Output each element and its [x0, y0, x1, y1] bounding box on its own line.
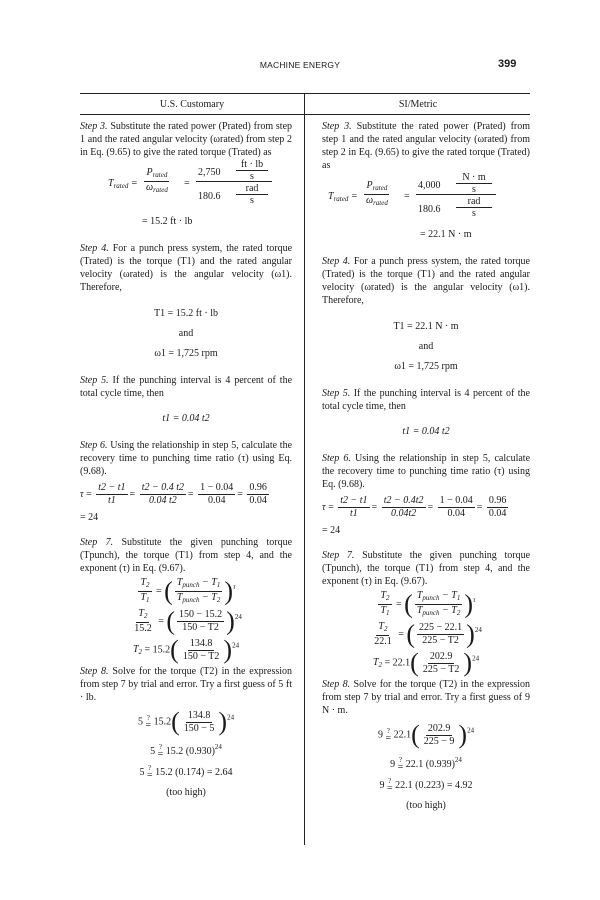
unit: s — [250, 171, 254, 182]
exponent: 24 — [472, 654, 480, 663]
symbol: = — [385, 732, 392, 744]
fraction — [487, 495, 509, 520]
symbol: = — [237, 488, 243, 500]
symbol: = — [86, 488, 92, 500]
symbol: = — [328, 501, 334, 513]
symbol: T — [372, 657, 379, 669]
trial-line-3 — [322, 778, 530, 793]
subscript: rated — [153, 186, 168, 194]
denominator: 225 − T2 — [422, 635, 459, 646]
coefficient: 22.1 — [392, 657, 411, 669]
guess: 5 — [150, 746, 156, 757]
symbol: = — [184, 178, 190, 189]
numerator: 202.9 — [427, 722, 451, 734]
torque-ratio-substituted: $\frac{T_2}{22.1}$ = ( $\frac{225 - 22.1}{225 - T2}$ )$^{24}$ — [374, 619, 482, 649]
symbol: ? — [146, 713, 150, 722]
and-text: and — [418, 341, 434, 352]
subscript: 2 — [146, 581, 150, 589]
symbol: T — [176, 592, 183, 603]
step5-paragraph — [80, 374, 292, 400]
denominator: 22.1 — [374, 636, 392, 647]
exponent: 24 — [214, 743, 222, 751]
step-text: For a punch press system, the rated torque (Trated) is the torque (T1) and the rated angular velocity (ωrated) is the angular velocity (ω1). Therefore, — [322, 256, 530, 306]
symbol: = — [145, 719, 152, 731]
step-label: Step 8. — [322, 679, 351, 690]
symbol: τ — [80, 488, 84, 500]
symbol: ? — [158, 743, 162, 752]
exponent: 24 — [232, 641, 240, 650]
subscript: 2 — [386, 594, 390, 602]
fraction — [140, 482, 186, 507]
t1-relation: t1 = 0.04 t2 — [162, 413, 210, 424]
subscript: punch — [182, 581, 200, 589]
tau-equation — [322, 495, 530, 520]
symbol: T — [140, 592, 147, 603]
power-over-omega — [364, 180, 390, 209]
tau-result: = 24 — [80, 512, 99, 523]
torque-t2-expression: $T_2 = 22.1$( $\frac{202.9}{225 - T2}$ )$^{24}$ — [372, 648, 480, 677]
subscript: 1 — [456, 594, 461, 602]
table-top-rule — [80, 93, 530, 94]
denominator: 150 − T2 — [182, 650, 220, 662]
table-heading-rule — [80, 114, 530, 115]
symbol: ω — [366, 195, 374, 206]
subscript: 2 — [378, 661, 382, 670]
numerator: 0.96 — [488, 495, 507, 506]
fraction — [198, 482, 235, 507]
omega-1: ω1 = 1,725 rpm — [154, 348, 218, 359]
subscript: rated — [113, 182, 129, 190]
trial-line-2 — [80, 741, 292, 759]
step-text: Substitute the rated power (Prated) from step 1 and the rated angular velocity (ωrated) from step 2 in Eq. (9.65) to give the rated torque (Trated) as — [80, 121, 293, 158]
numerator: t2 − 0.4 t2 — [141, 482, 184, 493]
exponent: 24 — [454, 756, 462, 764]
torque-t1: T1 = 15.2 ft · lb — [154, 308, 218, 319]
guess: 5 — [137, 716, 143, 728]
symbol: τ — [322, 501, 326, 513]
symbol: = — [188, 488, 194, 500]
symbol: = — [156, 585, 162, 597]
denominator: 0.04 — [488, 508, 507, 519]
torque-t2-expression: $T_2 = 15.2$( $\frac{134.8}{150 - T2}$ )$^{24}$ — [132, 635, 240, 664]
rated-angular-velocity: 180.6 — [418, 204, 441, 215]
step8-paragraph — [80, 665, 292, 704]
exponent: 24 — [467, 726, 475, 735]
step-text: If the punching interval is 4 percent of the total cycle time, then — [80, 375, 293, 399]
symbol: ? — [386, 726, 390, 735]
torque-ratio-substituted: $\frac{T_2}{15.2}$ = ( $\frac{150 - 15.2}{150 - T2}$ )$^{24}$ — [134, 606, 242, 636]
symbol: ? — [388, 777, 392, 786]
symbol: T — [108, 178, 114, 189]
step-label: Step 5. — [80, 375, 109, 386]
step-label: Step 6. — [322, 453, 351, 464]
symbol: = — [157, 749, 164, 761]
too-high-note: (too high) — [166, 787, 206, 799]
trial-line-2 — [322, 754, 530, 772]
rated-torque-equation — [322, 172, 530, 224]
trial-line-1: 9 ? = 22.1( $\frac{202.9}{225 - 9}$ )$^{24}$ — [377, 720, 475, 749]
symbol: P — [146, 167, 153, 178]
numerator: t2 − 0.4t2 — [383, 495, 424, 506]
exponent: 24 — [227, 713, 235, 722]
guess: 9 — [377, 729, 383, 741]
numerator: 202.9 — [429, 650, 453, 662]
column-heading-us: U.S. Customary — [159, 99, 225, 110]
denominator: 0.04 t2 — [148, 495, 177, 506]
subscript: 1 — [386, 609, 390, 617]
denominator: 225 − T2 — [422, 663, 460, 675]
denominator: t1 — [108, 495, 116, 506]
denominator: t1 — [350, 508, 358, 519]
symbol: = — [476, 501, 483, 513]
subscript: 1 — [146, 596, 150, 604]
denominator: 15.2 — [134, 623, 152, 634]
step-label: Step 7. — [80, 537, 114, 548]
page-number: 399 — [498, 58, 517, 70]
step6-paragraph — [322, 452, 530, 491]
symbol: = — [147, 770, 153, 782]
rated-power: 4,000 — [418, 180, 441, 191]
symbol: T — [416, 590, 423, 601]
step-text: Substitute the given punching torque (Tpunch), the torque (T1) from step 4, and the exponent (τ) in Eq. (9.67). — [80, 537, 293, 574]
symbol: = — [396, 598, 402, 610]
symbol: T — [380, 605, 387, 616]
step-text: For a punch press system, the rated torque (Trated) is the torque (T1) and the rated angular velocity (ωrated) is the angular velocity (ω1). Therefore, — [80, 243, 293, 293]
rated-torque-result: = 22.1 N · m — [420, 229, 472, 240]
symbol: = — [387, 783, 393, 795]
step-label: Step 3. — [322, 121, 352, 132]
subscript: punch — [422, 594, 440, 602]
numerator: 134.8 — [189, 637, 213, 649]
rated-torque-result: = 15.2 ft · lb — [142, 216, 193, 227]
fraction — [382, 495, 426, 520]
numerator: 225 − 22.1 — [419, 622, 463, 633]
subscript: 2 — [138, 648, 142, 657]
symbol: T — [138, 608, 144, 619]
step-label: Step 3. — [80, 121, 108, 132]
fraction — [247, 482, 269, 507]
step-text: Substitute the rated power (Prated) from step 1 and the rated angular velocity (ωrated) from step 2 in Eq. (9.65) to give the rated torque (Trated) as — [322, 121, 531, 171]
denominator: 0.04 — [447, 508, 465, 519]
denominator: 0.04t2 — [390, 508, 417, 519]
exponent: 24 — [474, 625, 482, 634]
coefficient: 15.2 — [153, 716, 172, 728]
denominator: 0.04 — [249, 495, 267, 506]
step-label: Step 8. — [80, 666, 109, 677]
symbol: = — [398, 628, 404, 640]
step-text: If the punching interval is 4 percent of the total cycle time, then — [322, 388, 530, 412]
unit: s — [250, 195, 254, 206]
step-label: Step 5. — [322, 388, 351, 399]
torque-ratio-general: $\frac{T_2}{T_1}$ = ( $\frac{T_{punch} - T_1}{T_{punch} - T_2}$ )$^\tau$ — [380, 589, 476, 619]
step-label: Step 7. — [322, 550, 355, 561]
subscript: rated — [152, 171, 168, 179]
subscript: rated — [372, 184, 388, 192]
coefficient: 22.1 — [393, 729, 412, 741]
numerator: t2 − t1 — [340, 495, 368, 506]
coefficient: 15.2 — [152, 644, 171, 656]
symbol: = — [158, 615, 164, 627]
symbol: T — [328, 191, 334, 202]
trial-line-1: 5 ? = 15.2( $\frac{134.8}{150 - 5}$ )$^{24}$ — [137, 707, 235, 736]
running-header-title: MACHINE ENERGY — [259, 60, 341, 70]
tau-result: = 24 — [322, 525, 341, 536]
si-metric-column — [322, 120, 530, 812]
symbol: T — [451, 590, 457, 601]
step-text: Using the relationship in step 5, calculate the recovery time to punching time ratio (τ) using Eq. (9.68). — [322, 453, 531, 490]
symbol: T — [140, 577, 147, 588]
power-over-omega — [144, 167, 170, 196]
symbol: T — [132, 644, 139, 656]
symbol: ω — [146, 182, 154, 193]
step3-paragraph — [80, 120, 292, 159]
numerator: 0.96 — [249, 482, 267, 493]
subscript: 2 — [383, 625, 388, 633]
trial-result: 15.2 (0.174) = 2.64 — [155, 767, 233, 778]
exponent: τ — [473, 595, 476, 604]
step6-paragraph — [80, 439, 292, 478]
torque-t1: T1 = 22.1 N · m — [393, 321, 459, 332]
subscript: 2 — [456, 609, 461, 617]
step-text: Using the relationship in step 5, calculate the recovery time to punching time ratio (τ) using Eq. (9.68). — [80, 440, 293, 477]
symbol: ? — [398, 756, 402, 765]
symbol: = — [397, 762, 404, 774]
torque-ratio-general: $\frac{T_2}{T_1}$ = ( $\frac{T_{punch} - T_1}{T_{punch} - T_2}$ )$^\tau$ — [140, 576, 236, 606]
step-label: Step 4. — [80, 243, 109, 254]
denominator: 225 − 9 — [423, 735, 455, 747]
subscript: 2 — [143, 612, 148, 620]
step7-paragraph — [80, 536, 292, 575]
unit: s — [472, 208, 476, 219]
step-text: Solve for the torque (T2) in the expression from step 7 by trial and error. Try a first guess of 9 N · m. — [322, 679, 531, 716]
symbol: T — [451, 605, 457, 616]
step8-paragraph — [322, 678, 530, 717]
step5-paragraph — [322, 387, 530, 413]
symbol: = — [144, 644, 151, 656]
exponent: τ — [233, 582, 236, 591]
subscript: 2 — [216, 596, 221, 604]
unit: s — [472, 184, 476, 195]
symbol: T — [176, 577, 183, 588]
symbol: T — [380, 590, 387, 601]
numerator: 150 − 15.2 — [179, 609, 223, 620]
guess: 9 — [390, 759, 396, 770]
tau-equation — [80, 482, 292, 507]
symbol: T — [211, 592, 217, 603]
fraction — [438, 495, 475, 520]
and-text: and — [178, 328, 194, 339]
t1-relation: t1 = 0.04 t2 — [402, 426, 450, 437]
subscript: rated — [373, 199, 388, 207]
symbol: = — [129, 488, 136, 500]
symbol: ? — [148, 764, 152, 773]
trial-value: 22.1 (0.939) — [405, 759, 455, 770]
symbol: = — [371, 501, 378, 513]
denominator: 150 − T2 — [182, 622, 219, 633]
step4-paragraph — [80, 242, 292, 294]
fraction — [338, 495, 369, 520]
unit: rad — [236, 183, 268, 195]
subscript: rated — [333, 195, 349, 203]
numerator: t2 − t1 — [98, 482, 126, 493]
symbol: P — [366, 180, 373, 191]
fraction — [96, 482, 127, 507]
unit: N · m — [456, 172, 492, 184]
rated-angular-velocity: 180.6 — [198, 191, 221, 202]
step4-paragraph — [322, 255, 530, 307]
step7-paragraph — [322, 549, 530, 588]
numerator: 1 − 0.04 — [200, 482, 234, 493]
denominator: 0.04 — [207, 495, 226, 506]
too-high-note: (too high) — [406, 800, 446, 812]
us-customary-column — [80, 120, 292, 799]
omega-1: ω1 = 1,725 rpm — [394, 361, 458, 372]
unit: rad — [456, 196, 492, 208]
guess: 5 — [139, 767, 145, 778]
numerator: 1 − 0.04 — [439, 495, 473, 506]
symbol: = — [427, 501, 434, 513]
rated-power: 2,750 — [198, 167, 221, 178]
symbol: = — [350, 191, 358, 202]
symbol: = — [404, 191, 410, 202]
column-heading-si: SI/Metric — [398, 99, 438, 110]
symbol: T — [416, 605, 423, 616]
symbol: = — [384, 657, 391, 669]
column-separator — [304, 93, 305, 845]
trial-value: 15.2 (0.930) — [165, 746, 215, 757]
subscript: punch — [422, 609, 440, 617]
numerator: 134.8 — [187, 709, 211, 721]
step-label: Step 6. — [80, 440, 108, 451]
trial-line-3 — [80, 765, 292, 780]
unit: ft · lb — [236, 159, 268, 171]
trial-result: 22.1 (0.223) = 4.92 — [395, 780, 473, 791]
symbol: T — [211, 577, 217, 588]
rated-torque-equation — [80, 159, 292, 211]
step3-paragraph — [322, 120, 530, 172]
symbol: T — [378, 621, 384, 632]
subscript: punch — [182, 596, 200, 604]
step-label: Step 4. — [322, 256, 351, 267]
subscript: 1 — [216, 581, 221, 589]
symbol: = — [130, 178, 138, 189]
step-text: Solve for the torque (T2) in the expression from step 7 by trial and error. Try a first guess of 5 ft · lb. — [80, 666, 293, 703]
guess: 9 — [379, 780, 385, 791]
step-text: Substitute the given punching torque (Tpunch), the torque (T1) from step 4, and the exponent (τ) in Eq. (9.67). — [322, 550, 531, 587]
denominator: 150 − 5 — [183, 722, 215, 734]
exponent: 24 — [234, 612, 242, 621]
